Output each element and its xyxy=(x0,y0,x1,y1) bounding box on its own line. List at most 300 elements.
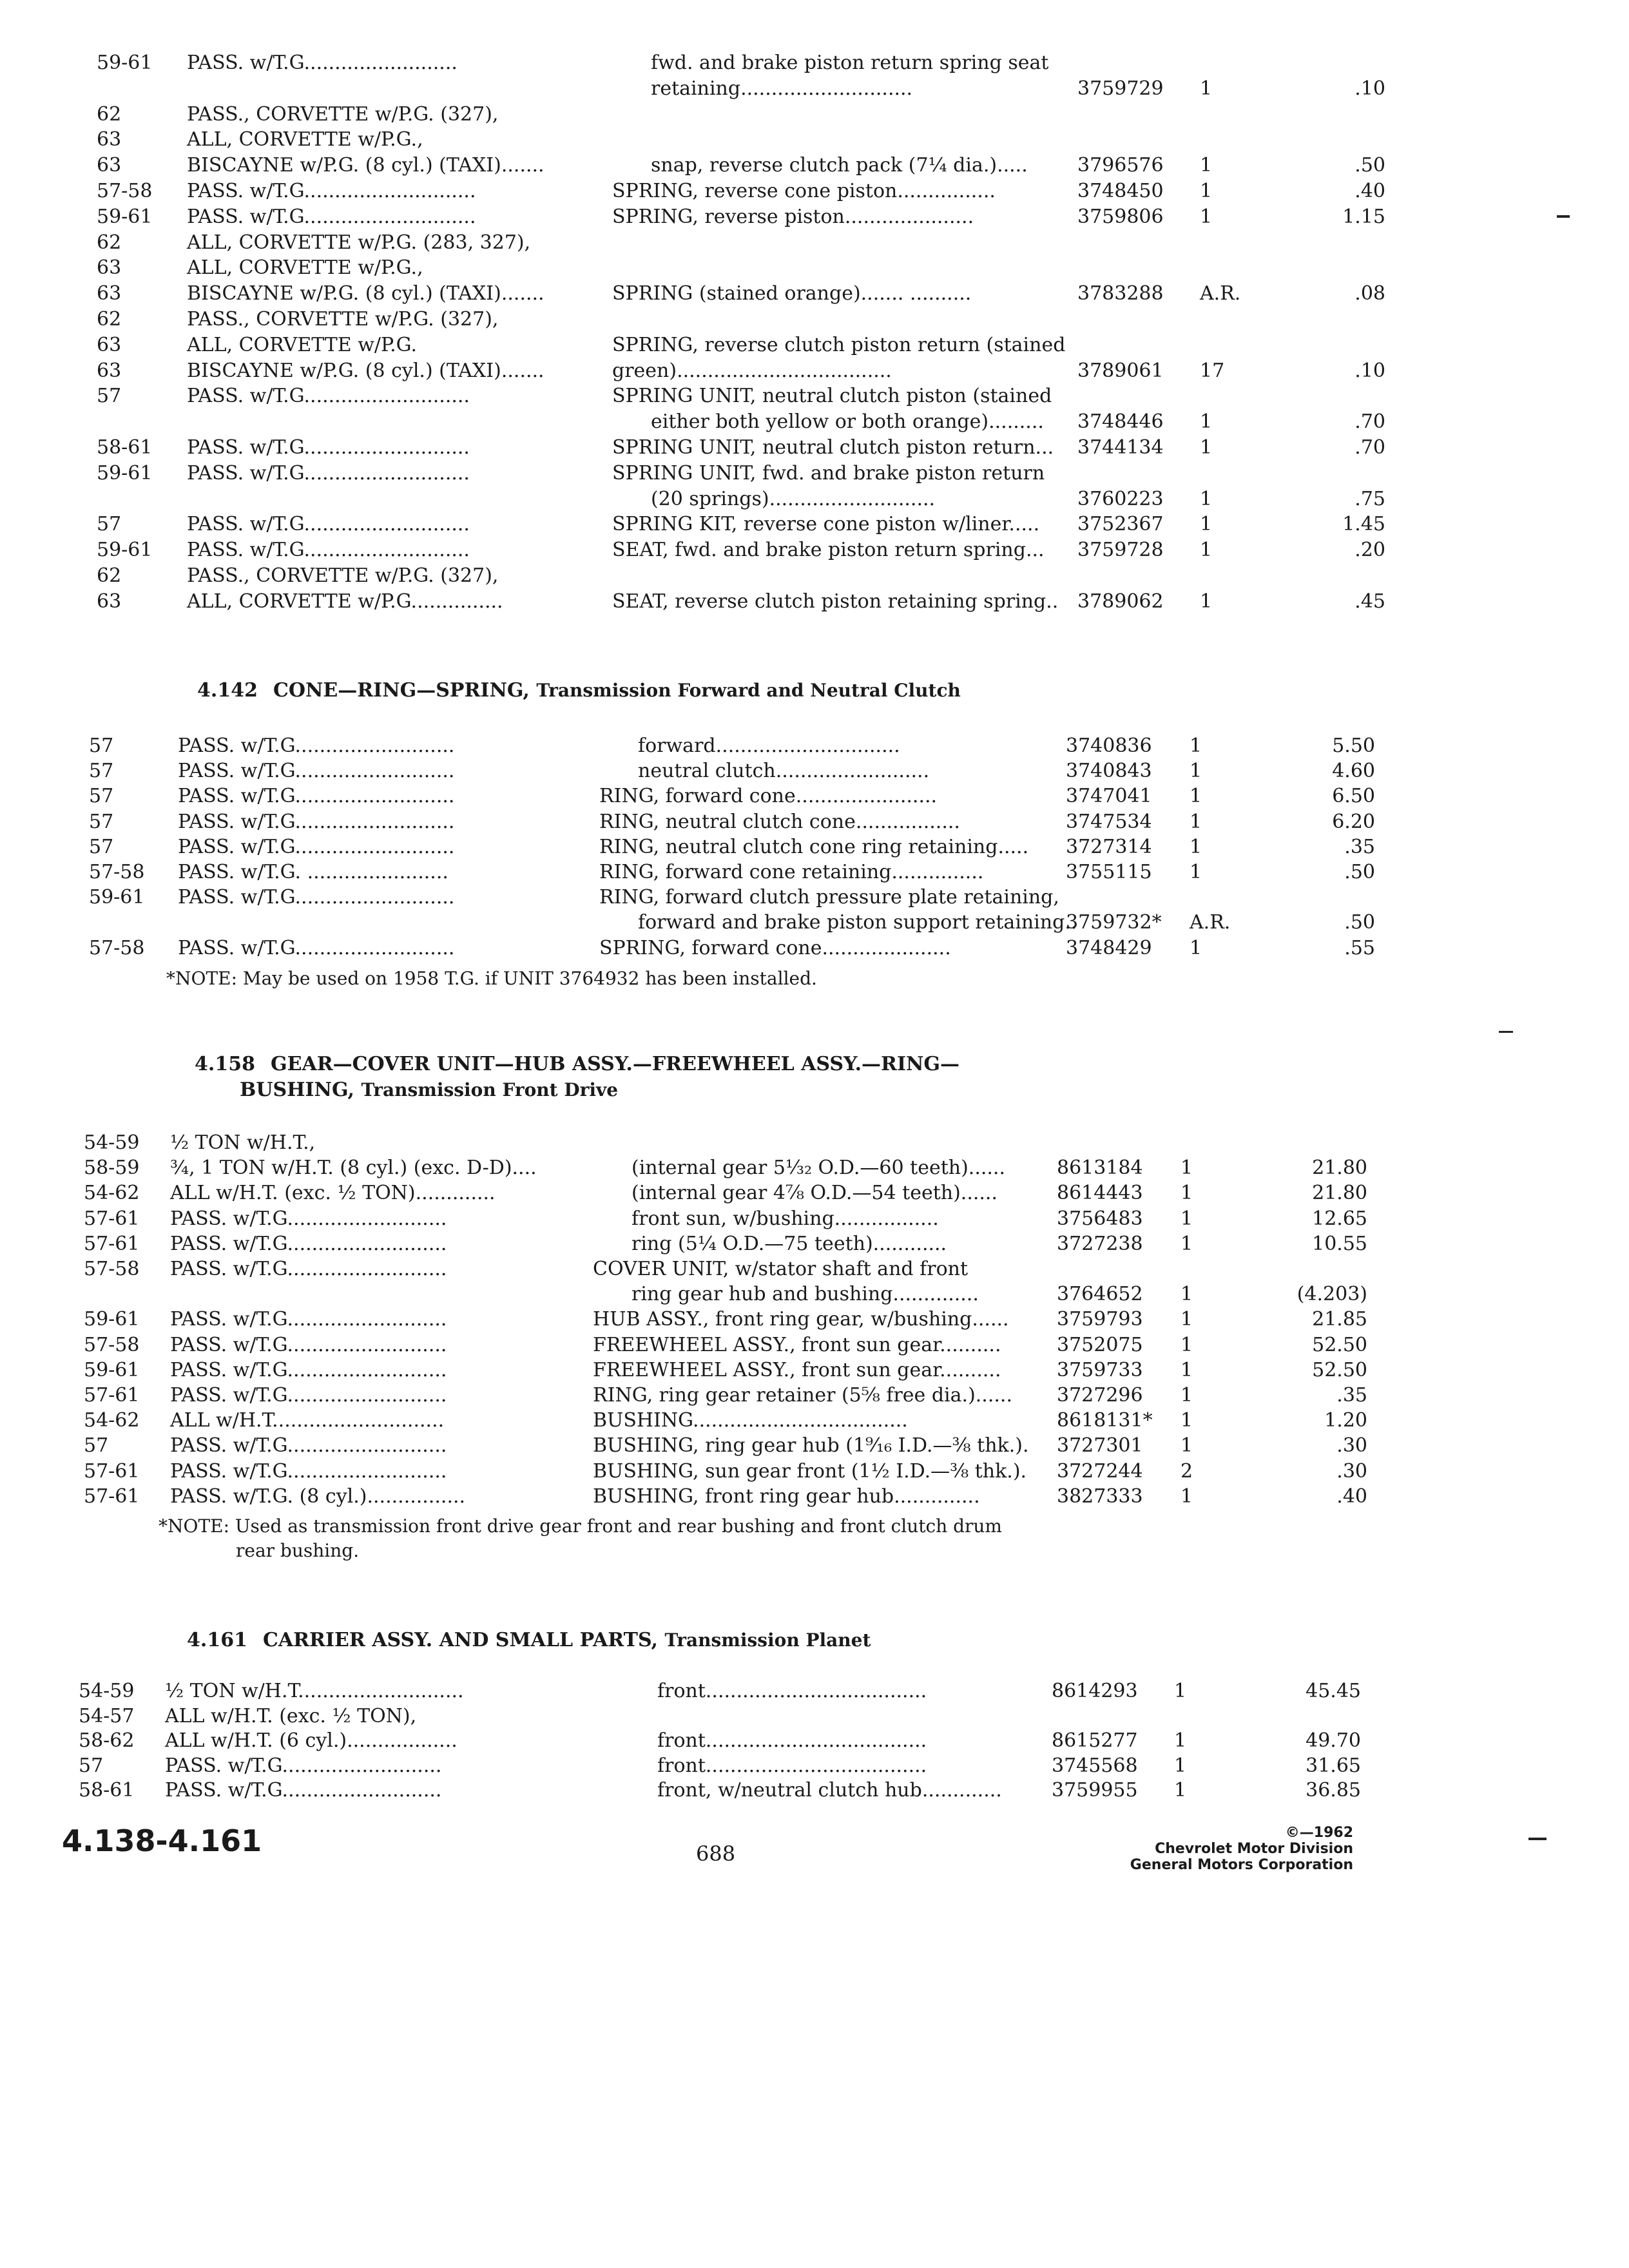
model-cell: PASS. w/T.G.......................... xyxy=(178,811,455,833)
model-cell: PASS. w/T.G. (8 cyl.)................ xyxy=(170,1485,466,1508)
price-cell: 45.45 xyxy=(1306,1680,1361,1702)
quantity-cell: 1 xyxy=(1200,77,1213,100)
parts-row xyxy=(0,1180,1629,1206)
parts-row xyxy=(0,1408,1629,1434)
year-cell: 59-61 xyxy=(97,206,153,228)
model-cell: PASS. w/T.G........................... xyxy=(187,436,470,459)
model-cell: PASS. w/T.G.......................... xyxy=(178,886,455,908)
year-cell: 57 xyxy=(84,1434,109,1457)
description-cell: BUSHING, front ring gear hub.............. xyxy=(593,1485,980,1508)
model-cell: PASS. w/T.G........................... xyxy=(187,385,470,407)
quantity-cell: 1 xyxy=(1181,1233,1193,1255)
part-number-cell: 3745568 xyxy=(1052,1754,1138,1777)
model-cell: PASS., CORVETTE w/P.G. (327), xyxy=(187,564,499,587)
part-number-cell: 8613184 xyxy=(1057,1157,1143,1179)
model-cell: PASS. w/T.G............................ xyxy=(187,206,476,228)
part-number-cell: 3764652 xyxy=(1057,1283,1143,1305)
parts-row xyxy=(0,1704,1629,1729)
year-cell: 59-61 xyxy=(97,462,153,485)
model-cell: PASS. w/T.G.......................... xyxy=(170,1207,447,1230)
footnote: *NOTE: Used as transmission front drive gear front and rear bushing and front clutch drum xyxy=(159,1515,1002,1537)
year-cell: 57-61 xyxy=(84,1207,140,1230)
part-number-cell: 3759806 xyxy=(1077,206,1164,228)
description-cell: ring gear hub and bushing.............. xyxy=(631,1283,979,1305)
parts-row xyxy=(0,1484,1629,1510)
year-cell: 57 xyxy=(89,836,114,858)
year-cell: 62 xyxy=(97,308,122,331)
model-cell: ½ TON w/H.T., xyxy=(170,1131,316,1154)
quantity-cell: 1 xyxy=(1181,1409,1193,1432)
description-cell: green)................................... xyxy=(612,360,892,382)
price-cell: 6.50 xyxy=(1332,785,1375,807)
price-cell: 4.60 xyxy=(1332,760,1375,782)
price-cell: 1.20 xyxy=(1324,1409,1367,1432)
year-cell: 54-62 xyxy=(84,1182,140,1204)
model-cell: PASS. w/T.G.......................... xyxy=(170,1460,447,1483)
price-cell: .75 xyxy=(1354,488,1385,510)
description-cell: SEAT, reverse clutch piston retaining spring.. xyxy=(612,590,1059,613)
quantity-cell: 1 xyxy=(1200,410,1213,433)
description-cell: SPRING KIT, reverse cone piston w/liner..... xyxy=(612,513,1040,535)
price-cell: (4.203) xyxy=(1296,1283,1367,1305)
model-cell: BISCAYNE w/P.G. (8 cyl.) (TAXI)....... xyxy=(187,154,545,177)
year-cell: 57 xyxy=(89,785,114,807)
parts-row xyxy=(0,537,1629,563)
section-title-line2 xyxy=(240,1077,618,1103)
section-number: 4.161 xyxy=(187,1629,247,1651)
parts-row xyxy=(0,102,1629,128)
description-cell: RING, forward cone....................... xyxy=(599,785,938,807)
corporation: General Motors Corporation xyxy=(1130,1857,1353,1873)
model-cell: PASS. w/T.G......................... xyxy=(187,52,458,74)
parts-row xyxy=(0,255,1629,281)
description-cell: retaining............................ xyxy=(651,77,913,100)
parts-row xyxy=(0,1155,1629,1181)
parts-row xyxy=(0,1231,1629,1257)
parts-row xyxy=(0,563,1629,589)
description-cell: RING, forward clutch pressure plate retaining, xyxy=(599,886,1059,908)
model-cell: PASS. w/T.G.......................... xyxy=(178,735,455,757)
page-number: 688 xyxy=(696,1841,736,1866)
price-cell: .40 xyxy=(1354,180,1385,202)
year-cell: 63 xyxy=(97,128,122,151)
parts-row xyxy=(0,1778,1629,1803)
parts-row xyxy=(0,589,1629,615)
section-heading: BUSHING, xyxy=(240,1079,361,1101)
year-cell: 57 xyxy=(89,760,114,782)
price-cell: 21.85 xyxy=(1312,1308,1367,1331)
description-cell: SPRING (stained orange)....... .......... xyxy=(612,282,972,305)
model-cell: PASS. w/T.G.......................... xyxy=(170,1434,447,1457)
part-number-cell: 3759793 xyxy=(1057,1308,1143,1331)
quantity-cell: 1 xyxy=(1200,539,1213,561)
parts-row xyxy=(0,1383,1629,1408)
parts-row xyxy=(0,461,1629,486)
year-cell: 57-58 xyxy=(89,937,145,959)
quantity-cell: 1 xyxy=(1174,1729,1187,1752)
price-cell: 52.50 xyxy=(1312,1334,1367,1356)
price-cell: .35 xyxy=(1344,836,1375,858)
part-number-cell: 3755115 xyxy=(1066,861,1152,883)
parts-row xyxy=(0,733,1629,759)
description-cell: SPRING, reverse clutch piston return (stained xyxy=(612,334,1066,356)
price-cell: 6.20 xyxy=(1332,811,1375,833)
section-range: 4.138-4.161 xyxy=(62,1823,262,1858)
parts-row xyxy=(0,409,1629,435)
parts-row xyxy=(0,1332,1629,1358)
section-title xyxy=(195,1052,959,1077)
description-cell: BUSHING................................... xyxy=(593,1409,908,1432)
copyright: ©—1962 xyxy=(1285,1825,1353,1841)
section-subtitle: Transmission Planet xyxy=(664,1629,871,1651)
part-number-cell: 3748450 xyxy=(1077,180,1164,202)
price-cell: .50 xyxy=(1354,154,1385,177)
year-cell: 54-57 xyxy=(79,1705,135,1727)
quantity-cell: 1 xyxy=(1200,590,1213,613)
parts-row xyxy=(0,230,1629,256)
parts-row xyxy=(0,76,1629,102)
model-cell: PASS. w/T.G........................... xyxy=(187,462,470,485)
quantity-cell: 1 xyxy=(1190,836,1202,858)
description-cell: RING, ring gear retainer (5⅝ free dia.)...... xyxy=(593,1384,1012,1407)
quantity-cell: 1 xyxy=(1190,785,1202,807)
model-cell: PASS. w/T.G.......................... xyxy=(178,937,455,959)
model-cell: PASS. w/T.G.......................... xyxy=(170,1233,447,1255)
parts-row xyxy=(0,383,1629,409)
part-number-cell: 3727301 xyxy=(1057,1434,1143,1457)
year-cell: 57 xyxy=(89,735,114,757)
division: Chevrolet Motor Division xyxy=(1155,1841,1353,1857)
year-cell: 63 xyxy=(97,334,122,356)
quantity-cell: 1 xyxy=(1190,861,1202,883)
part-number-cell: 3727244 xyxy=(1057,1460,1143,1483)
price-cell: .35 xyxy=(1336,1384,1367,1407)
quantity-cell: 1 xyxy=(1174,1754,1187,1777)
description-cell: SPRING, forward cone..................... xyxy=(599,937,951,959)
parts-row xyxy=(0,1206,1629,1232)
price-cell: 21.80 xyxy=(1312,1157,1367,1179)
year-cell: 57 xyxy=(79,1754,104,1777)
description-cell: forward and brake piston support retaining.. xyxy=(638,911,1077,934)
part-number-cell: 8618131* xyxy=(1057,1409,1153,1432)
part-number-cell: 3748446 xyxy=(1077,410,1164,433)
description-cell: BUSHING, sun gear front (1½ I.D.—⅜ thk.). xyxy=(593,1460,1027,1483)
price-cell: 49.70 xyxy=(1306,1729,1361,1752)
price-cell: .70 xyxy=(1354,436,1385,459)
part-number-cell: 3744134 xyxy=(1077,436,1164,459)
part-number-cell: 3760223 xyxy=(1077,488,1164,510)
description-cell: RING, neutral clutch cone ring retaining..... xyxy=(599,836,1029,858)
price-cell: 1.45 xyxy=(1342,513,1385,535)
publisher-credit xyxy=(1095,1825,1353,1873)
year-cell: 54-59 xyxy=(84,1131,140,1154)
footnote: *NOTE: May be used on 1958 T.G. if UNIT 3764932 has been installed. xyxy=(166,968,817,989)
description-cell: (internal gear 5¹⁄₃₂ O.D.—60 teeth)...... xyxy=(631,1157,1006,1179)
parts-row xyxy=(0,281,1629,307)
price-cell: .30 xyxy=(1336,1434,1367,1457)
parts-row xyxy=(0,1282,1629,1307)
parts-row xyxy=(0,50,1629,76)
price-cell: .10 xyxy=(1354,360,1385,382)
year-cell: 62 xyxy=(97,564,122,587)
description-cell: fwd. and brake piston return spring seat xyxy=(651,52,1049,74)
year-cell: 57-61 xyxy=(84,1485,140,1508)
quantity-cell: A.R. xyxy=(1200,282,1241,305)
quantity-cell: 1 xyxy=(1200,206,1213,228)
year-cell: 62 xyxy=(97,231,122,254)
description-cell: SPRING UNIT, neutral clutch piston (stained xyxy=(612,385,1052,407)
part-number-cell: 3783288 xyxy=(1077,282,1164,305)
quantity-cell: 1 xyxy=(1190,735,1202,757)
quantity-cell: 1 xyxy=(1200,513,1213,535)
model-cell: ALL, CORVETTE w/P.G. (283, 327), xyxy=(187,231,531,254)
description-cell: (20 springs)........................... xyxy=(651,488,936,510)
year-cell: 59-61 xyxy=(84,1359,140,1381)
description-cell: front.................................... xyxy=(657,1729,927,1752)
quantity-cell: 1 xyxy=(1181,1359,1193,1381)
quantity-cell: 1 xyxy=(1200,180,1213,202)
model-cell: PASS. w/T.G.......................... xyxy=(170,1258,447,1280)
quantity-cell: 1 xyxy=(1181,1485,1193,1508)
model-cell: PASS. w/T.G............................ xyxy=(187,180,476,202)
part-number-cell: 3756483 xyxy=(1057,1207,1143,1230)
part-number-cell: 3789061 xyxy=(1077,360,1164,382)
parts-row xyxy=(0,910,1629,936)
footnote: rear bushing. xyxy=(236,1540,360,1561)
description-cell: front sun, w/bushing................. xyxy=(631,1207,939,1230)
model-cell: ¾, 1 TON w/H.T. (8 cyl.) (exc. D-D).... xyxy=(170,1157,537,1179)
quantity-cell: 1 xyxy=(1174,1779,1187,1802)
parts-row xyxy=(0,783,1629,809)
quantity-cell: 1 xyxy=(1181,1182,1193,1204)
part-number-cell: 3759729 xyxy=(1077,77,1164,100)
description-cell: COVER UNIT, w/stator shaft and front xyxy=(593,1258,969,1280)
parts-row xyxy=(0,435,1629,461)
model-cell: BISCAYNE w/P.G. (8 cyl.) (TAXI)....... xyxy=(187,282,545,305)
price-cell: 36.85 xyxy=(1306,1779,1361,1802)
model-cell: ½ TON w/H.T........................... xyxy=(165,1680,464,1702)
part-number-cell: 3759955 xyxy=(1052,1779,1138,1802)
description-cell: (internal gear 4⅞ O.D.—54 teeth)...... xyxy=(631,1182,998,1204)
model-cell: ALL, CORVETTE w/P.G............... xyxy=(187,590,503,613)
description-cell: SPRING UNIT, fwd. and brake piston return xyxy=(612,462,1045,485)
year-cell: 63 xyxy=(97,282,122,305)
model-cell: ALL, CORVETTE w/P.G., xyxy=(187,256,423,279)
year-cell: 57-58 xyxy=(84,1334,140,1356)
model-cell: ALL w/H.T. (6 cyl.).................. xyxy=(165,1729,458,1752)
margin-mark xyxy=(1528,1838,1547,1840)
model-cell: PASS. w/T.G.......................... xyxy=(170,1334,447,1356)
price-cell: .10 xyxy=(1354,77,1385,100)
model-cell: PASS. w/T.G.......................... xyxy=(165,1754,442,1777)
year-cell: 59-61 xyxy=(97,539,153,561)
part-number-cell: 3747534 xyxy=(1066,811,1152,833)
price-cell: 10.55 xyxy=(1312,1233,1367,1255)
model-cell: PASS. w/T.G........................... xyxy=(187,513,470,535)
quantity-cell: 1 xyxy=(1181,1434,1193,1457)
quantity-cell: 1 xyxy=(1190,811,1202,833)
description-cell: RING, forward cone retaining............... xyxy=(599,861,984,883)
parts-row xyxy=(0,936,1629,961)
parts-row xyxy=(0,1256,1629,1282)
year-cell: 57-58 xyxy=(89,861,145,883)
description-cell: SPRING, reverse cone piston................ xyxy=(612,180,996,202)
quantity-cell: 1 xyxy=(1174,1680,1187,1702)
year-cell: 58-62 xyxy=(79,1729,135,1752)
parts-row xyxy=(0,1358,1629,1383)
part-number-cell: 8614443 xyxy=(1057,1182,1143,1204)
quantity-cell: 1 xyxy=(1181,1157,1193,1179)
parts-row xyxy=(0,204,1629,230)
quantity-cell: 2 xyxy=(1181,1460,1193,1483)
parts-row xyxy=(0,512,1629,537)
part-number-cell: 8615277 xyxy=(1052,1729,1138,1752)
quantity-cell: 1 xyxy=(1190,937,1202,959)
year-cell: 57 xyxy=(89,811,114,833)
parts-row xyxy=(0,307,1629,332)
model-cell: PASS. w/T.G.......................... xyxy=(165,1779,442,1802)
year-cell: 63 xyxy=(97,154,122,177)
description-cell: HUB ASSY., front ring gear, w/bushing...... xyxy=(593,1308,1009,1331)
description-cell: forward.............................. xyxy=(638,735,900,757)
part-number-cell: 3827333 xyxy=(1057,1485,1143,1508)
quantity-cell: 1 xyxy=(1181,1207,1193,1230)
model-cell: BISCAYNE w/P.G. (8 cyl.) (TAXI)....... xyxy=(187,360,545,382)
model-cell: PASS., CORVETTE w/P.G. (327), xyxy=(187,308,499,331)
price-cell: .50 xyxy=(1344,911,1375,934)
part-number-cell: 3752075 xyxy=(1057,1334,1143,1356)
model-cell: PASS. w/T.G........................... xyxy=(187,539,470,561)
margin-mark xyxy=(1499,1031,1513,1033)
price-cell: .08 xyxy=(1354,282,1385,305)
description-cell: snap, reverse clutch pack (7¼ dia.)..... xyxy=(651,154,1028,177)
part-number-cell: 3759732* xyxy=(1066,911,1162,934)
section-heading: CONE—RING—SPRING, xyxy=(273,679,537,702)
part-number-cell: 3740843 xyxy=(1066,760,1152,782)
section-heading: CARRIER ASSY. AND SMALL PARTS, xyxy=(262,1629,665,1651)
model-cell: ALL w/H.T. (exc. ½ TON), xyxy=(165,1705,417,1727)
model-cell: PASS. w/T.G. ....................... xyxy=(178,861,448,883)
year-cell: 63 xyxy=(97,256,122,279)
parts-row xyxy=(0,809,1629,835)
model-cell: PASS. w/T.G.......................... xyxy=(178,836,455,858)
price-cell: 21.80 xyxy=(1312,1182,1367,1204)
year-cell: 57 xyxy=(97,513,122,535)
model-cell: PASS. w/T.G.......................... xyxy=(178,760,455,782)
quantity-cell: 1 xyxy=(1200,436,1213,459)
description-cell: either both yellow or both orange)......... xyxy=(651,410,1044,433)
part-number-cell: 3747041 xyxy=(1066,785,1152,807)
price-cell: .30 xyxy=(1336,1460,1367,1483)
description-cell: SPRING UNIT, neutral clutch piston return... xyxy=(612,436,1054,459)
parts-row xyxy=(0,358,1629,384)
year-cell: 63 xyxy=(97,360,122,382)
year-cell: 63 xyxy=(97,590,122,613)
section-subtitle: Transmission Front Drive xyxy=(361,1079,619,1100)
section-number: 4.142 xyxy=(197,679,258,702)
parts-row xyxy=(0,860,1629,885)
year-cell: 57-61 xyxy=(84,1384,140,1407)
quantity-cell: 1 xyxy=(1200,488,1213,510)
margin-mark xyxy=(1557,215,1570,218)
parts-row xyxy=(0,758,1629,784)
year-cell: 57-61 xyxy=(84,1460,140,1483)
section-subtitle: Transmission Forward and Neutral Clutch xyxy=(536,680,961,701)
description-cell: RING, neutral clutch cone................. xyxy=(599,811,960,833)
part-number-cell: 3789062 xyxy=(1077,590,1164,613)
part-number-cell: 8614293 xyxy=(1052,1680,1138,1702)
year-cell: 58-61 xyxy=(79,1779,135,1802)
price-cell: .45 xyxy=(1354,590,1385,613)
quantity-cell: A.R. xyxy=(1190,911,1231,934)
description-cell: front.................................... xyxy=(657,1754,927,1777)
year-cell: 54-62 xyxy=(84,1409,140,1432)
price-cell: 5.50 xyxy=(1332,735,1375,757)
parts-row xyxy=(0,1307,1629,1332)
parts-row xyxy=(0,153,1629,178)
quantity-cell: 1 xyxy=(1181,1308,1193,1331)
parts-row xyxy=(0,885,1629,910)
part-number-cell: 3759728 xyxy=(1077,539,1164,561)
year-cell: 62 xyxy=(97,103,122,126)
quantity-cell: 1 xyxy=(1181,1334,1193,1356)
part-number-cell: 3748429 xyxy=(1066,937,1152,959)
part-number-cell: 3752367 xyxy=(1077,513,1164,535)
model-cell: ALL, CORVETTE w/P.G., xyxy=(187,128,423,151)
price-cell: .55 xyxy=(1344,937,1375,959)
price-cell: .70 xyxy=(1354,410,1385,433)
price-cell: .20 xyxy=(1354,539,1385,561)
parts-row xyxy=(0,1130,1629,1156)
parts-row xyxy=(0,1678,1629,1704)
model-cell: ALL w/H.T............................ xyxy=(170,1409,445,1432)
year-cell: 57-58 xyxy=(84,1258,140,1280)
price-cell: .50 xyxy=(1344,861,1375,883)
part-number-cell: 3740836 xyxy=(1066,735,1152,757)
year-cell: 59-61 xyxy=(84,1308,140,1331)
model-cell: PASS. w/T.G.......................... xyxy=(170,1308,447,1331)
price-cell: 52.50 xyxy=(1312,1359,1367,1381)
year-cell: 58-59 xyxy=(84,1157,140,1179)
model-cell: PASS. w/T.G.......................... xyxy=(170,1384,447,1407)
parts-row xyxy=(0,834,1629,860)
parts-row xyxy=(0,127,1629,153)
quantity-cell: 1 xyxy=(1181,1283,1193,1305)
description-cell: neutral clutch......................... xyxy=(638,760,930,782)
section-number: 4.158 xyxy=(195,1053,255,1075)
price-cell: 12.65 xyxy=(1312,1207,1367,1230)
section-title xyxy=(197,678,961,704)
model-cell: ALL w/H.T. (exc. ½ TON)............. xyxy=(170,1182,496,1204)
year-cell: 59-61 xyxy=(97,52,153,74)
parts-row xyxy=(0,332,1629,358)
year-cell: 54-59 xyxy=(79,1680,135,1702)
price-cell: 1.15 xyxy=(1342,206,1385,228)
description-cell: BUSHING, ring gear hub (1⁹⁄₁₆ I.D.—⅜ thk.). xyxy=(593,1434,1029,1457)
parts-row xyxy=(0,1753,1629,1779)
model-cell: ALL, CORVETTE w/P.G. xyxy=(187,334,418,356)
year-cell: 59-61 xyxy=(89,886,145,908)
model-cell: PASS. w/T.G.......................... xyxy=(178,785,455,807)
model-cell: PASS., CORVETTE w/P.G. (327), xyxy=(187,103,499,126)
year-cell: 58-61 xyxy=(97,436,153,459)
description-cell: SPRING, reverse piston..................... xyxy=(612,206,974,228)
description-cell: front, w/neutral clutch hub............. xyxy=(657,1779,1002,1802)
year-cell: 57-58 xyxy=(97,180,153,202)
section-heading: GEAR—COVER UNIT—HUB ASSY.—FREEWHEEL ASSY.—RING— xyxy=(270,1053,960,1075)
part-number-cell: 3727314 xyxy=(1066,836,1152,858)
parts-row xyxy=(0,486,1629,512)
